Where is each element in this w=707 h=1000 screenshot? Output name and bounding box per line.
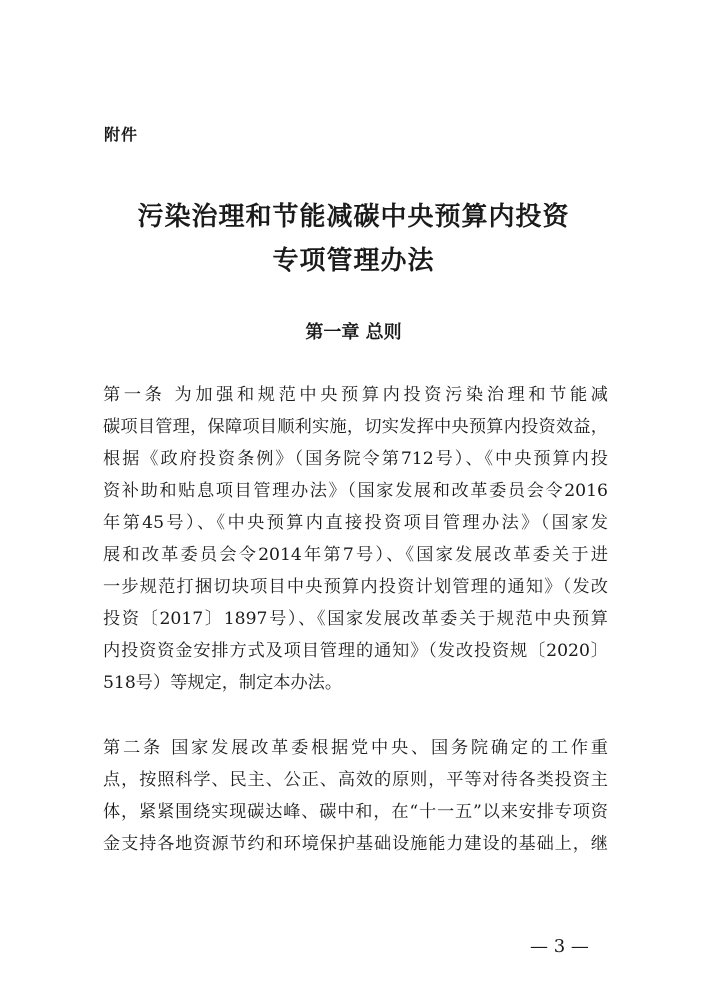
text-line: 根据《政府投资条例》（国务院令第712号）、《中央预算内投 xyxy=(103,449,608,469)
text-line: 第一条 为加强和规范中央预算内投资污染治理和节能减 xyxy=(103,385,608,405)
chapter-heading: 第一章 总则 xyxy=(305,322,402,343)
text-line: 金支持各地资源节约和环境保护基础设施能力建设的基础上，继 xyxy=(103,834,608,854)
text-line: 展和改革委员会令2014年第7号）、《国家发展改革委关于进 xyxy=(103,545,608,565)
text-line: 点，按照科学、民主、公正、高效的原则，平等对待各类投资主 xyxy=(103,770,608,790)
text-line: 一步规范打捆切块项目中央预算内投资计划管理的通知》（发改 xyxy=(103,577,608,597)
article-2 xyxy=(103,732,608,860)
document-title-line-1: 污染治理和节能减碳中央预算内投资 xyxy=(137,202,570,232)
text-line: 年第45号）、《中央预算内直接投资项目管理办法》（国家发 xyxy=(103,513,608,533)
page-number: — 3 — xyxy=(530,936,589,957)
document-title-line-2: 专项管理办法 xyxy=(272,246,435,276)
article-1 xyxy=(103,379,608,699)
text-line: 518号）等规定，制定本办法。 xyxy=(103,673,343,693)
text-line: 碳项目管理，保障项目顺利实施，切实发挥中央预算内投资效益， xyxy=(103,417,608,437)
text-line: 第二条 国家发展改革委根据党中央、国务院确定的工作重 xyxy=(103,738,608,758)
text-line: 体，紧紧围绕实现碳达峰、碳中和，在“十一五”以来安排专项资 xyxy=(103,802,608,822)
attachment-label: 附件 xyxy=(104,125,139,144)
text-line: 内投资资金安排方式及项目管理的通知》（发改投资规〔2020〕 xyxy=(103,641,608,661)
text-line: 投资〔2017〕1897号）、《国家发展改革委关于规范中央预算 xyxy=(103,609,608,629)
text-line: 资补助和贴息项目管理办法》（国家发展和改革委员会令2016 xyxy=(103,481,608,501)
